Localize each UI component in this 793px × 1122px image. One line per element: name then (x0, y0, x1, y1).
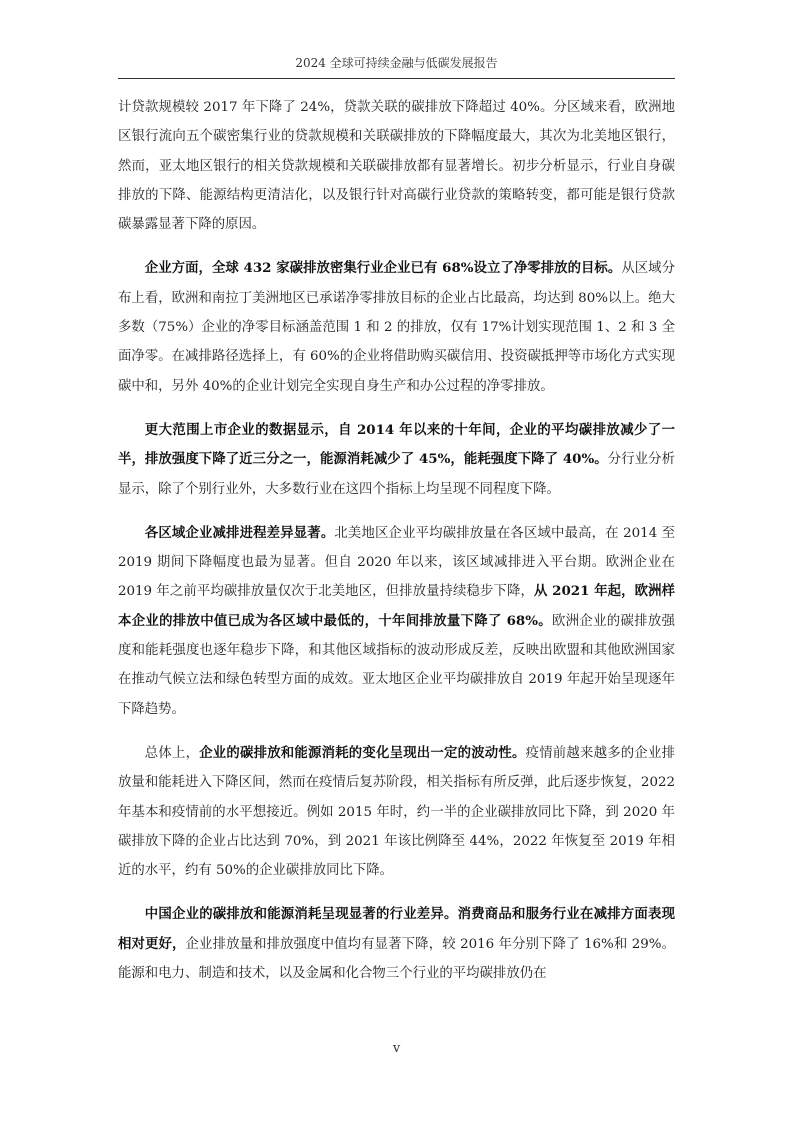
text-segment: 分行业分析显示，除了个别行业外，大多数行业在这四个指标上均呈现不同程度下降。 (118, 452, 675, 497)
bold-segment: 从 2021 年起，欧洲样本企业的排放中值已成为各区域中最低的，十年间排放量下降了 68%。 (118, 583, 675, 629)
paragraph-2 (118, 254, 675, 400)
paragraph-4 (118, 519, 675, 724)
page-footer (0, 1041, 793, 1056)
text-segment: 疫情前越来越多的企业排放量和能耗进入下降区间，然而在疫情后复苏阶段，相关指标有所反弹，此后逐步恢复，2022 年基本和疫情前的水平想接近。例如 2015 年时，约一半的企业碳排放同比下降，到 2020 年碳排放下降的企业占比达到 70%，到 2021 年该比例降至 44%，2022 年恢复至 2019 年相近的水平，约有 50%的企业碳排放同比下降。 (118, 745, 676, 879)
text-segment: 计贷款规模较 2017 年下降了 24%，贷款关联的碳排放下降超过 40%。分区域来看，欧洲地区银行流向五个碳密集行业的贷款规模和关联碳排放的下降幅度最大，其次为北美地区银行，然而，亚太地区银行的相关贷款规模和关联碳排放都有显著增长。初步分析显示，行业自身碳排放的下降、能源结构更清洁化，以及银行针对高碳行业贷款的策略转变，都可能是银行贷款碳暴露显著下降的原因。 (118, 100, 675, 233)
text-segment: 企业排放量和排放强度中值均有显著下降，较 2016 年分别下降了 16%和 29%。能源和电力、制造和技术，以及金属和化合物三个行业的平均碳排放仍在 (118, 936, 675, 982)
text-segment: 欧洲企业的碳排放强度和能耗强度也逐年稳步下降，和其他区域指标的波动形成反差，反映出欧盟和其他欧洲国家在推动气候立法和绿色转型方面的成效。亚太地区企业平均碳排放自 2019 年起开始呈现逐年下降趋势。 (118, 613, 675, 717)
bold-segment: 更大范围上市企业的数据显示，自 2014 年以来的十年间，企业的平均碳排放减少了一半，排放强度下降了近三分之一，能源消耗减少了 45%，能耗强度下降了 40%。 (118, 421, 675, 468)
page-number: v (392, 1041, 401, 1056)
text-segment: 总体上， (144, 745, 200, 761)
paragraph-3 (118, 416, 675, 504)
bold-segment: 企业的碳排放和能源消耗的变化呈现出一定的波动性。 (199, 744, 526, 761)
running-header (118, 56, 675, 79)
bold-segment: 中国企业的碳排放和能源消耗呈现显著的行业差异。消费商品和服务行业在减排方面表现相对更好， (118, 906, 675, 952)
text-segment: 北美地区企业平均碳排放量在各区域中最高，在 2014 至 2019 期间下降幅度也最为显著。但自 2020 年以来，该区域减排进入平台期。欧洲企业在 2019 年之前平均碳排放量仅次于北美地区，但排放量持续稳步下降， (118, 525, 676, 600)
text-segment: 从区域分布上看，欧洲和南拉丁美洲地区已承诺净零排放目标的企业占比最高，均达到 80%以上。绝大多数（75%）企业的净零目标涵盖范围 1 和 2 的排放，仅有 17%计划实现范围 1、2 和 3 全面净零。在减排路径选择上，有 60%的企业将借助购买碳信用、投资碳抵押等市场化方式实现碳中和，另外 40%的企业计划完全实现自身生产和办公过程的净零排放。 (118, 261, 676, 394)
bold-segment: 各区域企业减排进程差异显著。 (144, 524, 335, 541)
paragraph-5 (118, 739, 675, 885)
bold-segment: 企业方面，全球 432 家碳排放密集行业企业已有 68%设立了净零排放的目标。 (144, 260, 622, 277)
body-text (118, 93, 675, 988)
report-title: 2024 全球可持续金融与低碳发展报告 (295, 56, 498, 70)
paragraph-1 (118, 93, 675, 239)
paragraph-6 (118, 900, 675, 988)
